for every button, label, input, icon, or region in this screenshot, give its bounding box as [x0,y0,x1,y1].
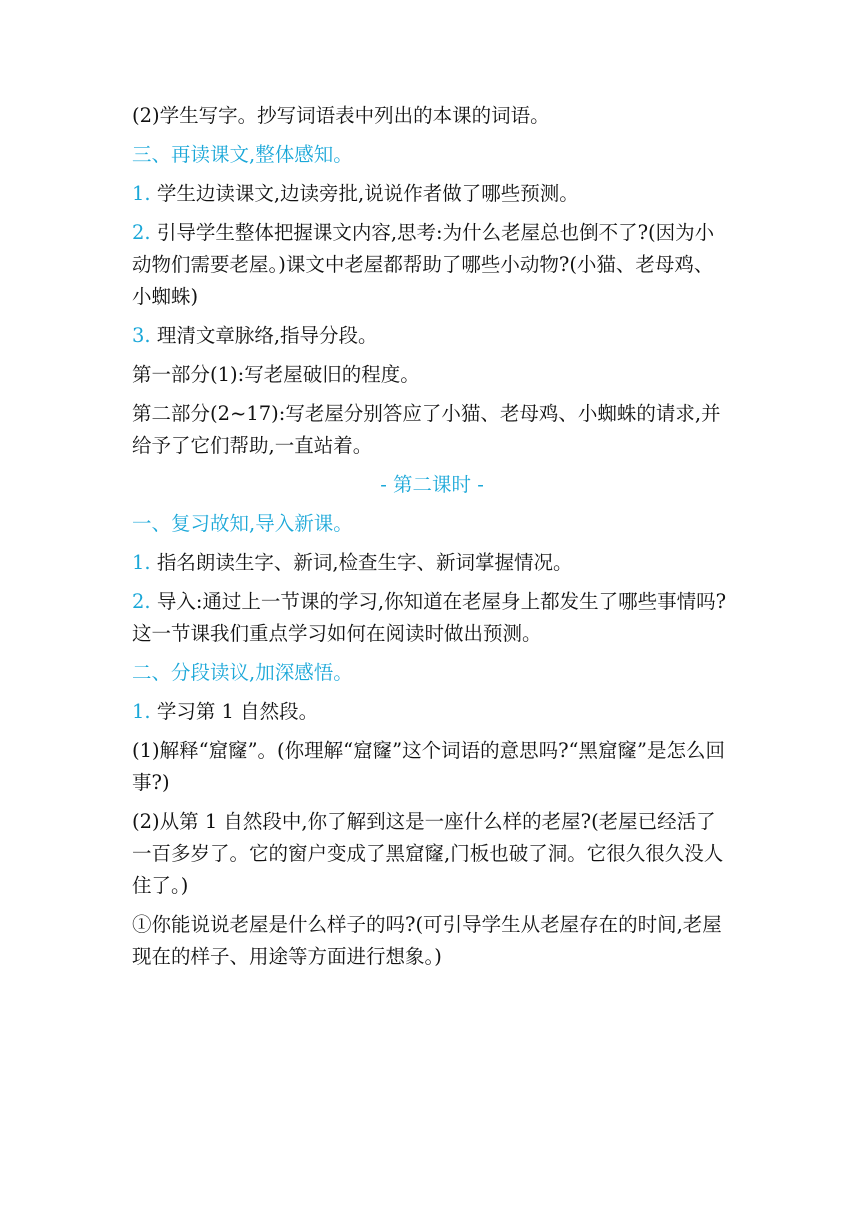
numbered-item [132,696,732,728]
numbered-item [132,586,732,650]
item-text: 理清文章脉络,指导分段。 [156,324,378,347]
item-text: 学生边读课文,边读旁批,说说作者做了哪些预测。 [156,182,579,205]
numbered-item [132,547,732,579]
section-heading: 三、再读课文,整体感知。 [132,143,353,166]
paragraph: (2)从第 1 自然段中,你了解到这是一座什么样的老屋?(老屋已经活了一百多岁了。它的窗户变成了黑窟窿,门板也破了洞。它很久很久没人住了。) [132,810,724,897]
numbered-item [132,320,732,352]
item-number: 1. [132,182,151,205]
section-heading: 一、复习故知,导入新课。 [132,512,353,535]
paragraph: ①你能说说老屋是什么样子的吗?(可引导学生从老屋存在的时间,老屋现在的样子、用途等方面进行想象。) [132,913,722,968]
item-number: 3. [132,324,151,347]
item-text: 引导学生整体把握课文内容,思考:为什么老屋总也倒不了?(因为小动物们需要老屋。)课文中老屋都帮助了哪些小动物?(小猫、老母鸡、小蜘蛛) [132,221,715,308]
paragraph: 第一部分(1):写老屋破旧的程度。 [132,363,420,386]
lesson-period-title: - 第二课时 - [380,473,484,496]
paragraph: 第二部分(2~17):写老屋分别答应了小猫、老母鸡、小蜘蛛的请求,并给予了它们帮助,一直站着。 [132,402,721,457]
item-number: 1. [132,551,151,574]
item-text: 学习第 1 自然段。 [156,700,319,723]
item-text: 导入:通过上一节课的学习,你知道在老屋身上都发生了哪些事情吗?这一节课我们重点学习如何在阅读时做出预测。 [132,590,727,645]
item-number: 2. [132,590,151,613]
item-text: 指名朗读生字、新词,检查生字、新词掌握情况。 [156,551,573,574]
lesson-text [132,100,732,980]
section-heading: 二、分段读议,加深感悟。 [132,661,353,684]
item-number: 2. [132,221,151,244]
paragraph: (1)解释“窟窿”。(你理解“窟窿”这个词语的意思吗?“黑窟窿”是怎么回事?) [132,739,725,794]
numbered-item [132,217,732,313]
numbered-item [132,178,732,210]
paragraph: (2)学生写字。抄写词语表中列出的本课的词语。 [132,104,550,127]
item-number: 1. [132,700,151,723]
